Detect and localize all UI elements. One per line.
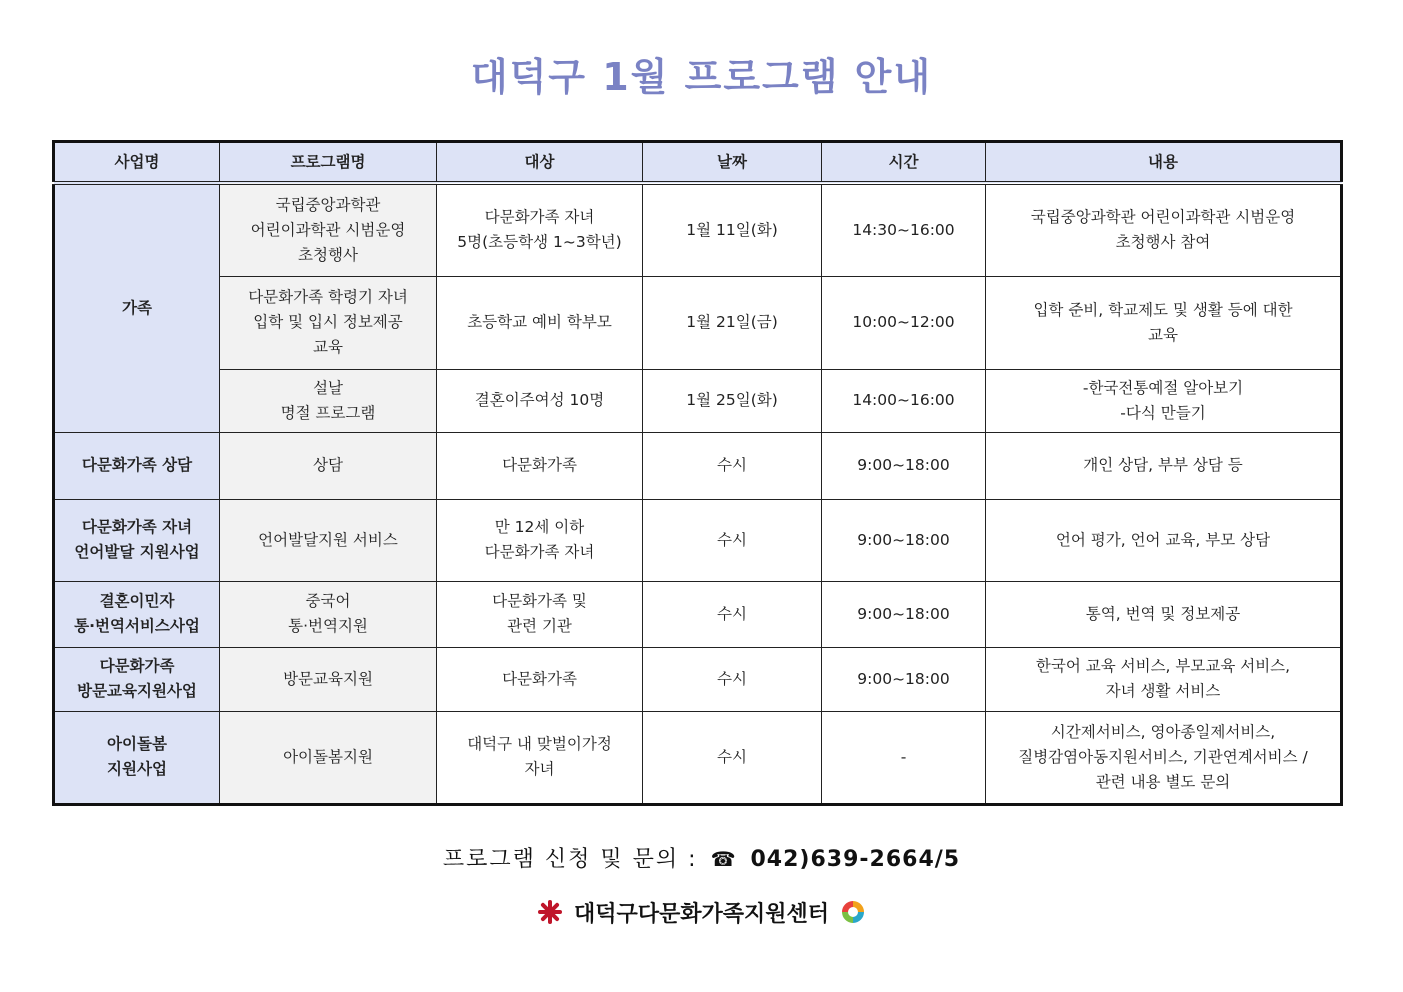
target-text: 관련 기관 — [507, 617, 572, 635]
business-name: 방문교육지원사업 — [77, 682, 197, 700]
contact-line — [0, 842, 1403, 873]
target-text: 다문화가족 및 — [492, 592, 587, 610]
table-row — [54, 499, 1342, 581]
program-cell — [220, 499, 437, 581]
header-date: 날짜 — [643, 142, 822, 184]
business-name: 아이돌봄 — [107, 735, 167, 753]
time-cell: 9:00~18:00 — [822, 499, 986, 581]
page-title: 대덕구 1월 프로그램 안내 — [470, 55, 933, 99]
content-cell — [986, 711, 1342, 804]
date-cell: 수시 — [643, 432, 822, 499]
program-cell — [220, 432, 437, 499]
content-text: 통역, 번역 및 정보제공 — [1085, 604, 1241, 623]
program-text: 초청행사 — [298, 245, 358, 264]
target-text: 다문화가족 자녀 — [484, 543, 595, 561]
program-cell — [220, 276, 437, 369]
target-text: 만 12세 이하 — [494, 518, 585, 536]
table-row — [54, 647, 1342, 711]
time-cell: - — [822, 711, 986, 804]
content-text: 시간제서비스, 영아종일제서비스, — [1050, 722, 1276, 741]
content-text: -다식 만들기 — [1120, 403, 1206, 422]
program-table — [52, 140, 1343, 806]
program-text: 다문화가족 학령기 자녀 — [248, 288, 408, 306]
target-cell — [437, 432, 643, 499]
target-cell — [437, 499, 643, 581]
target-text: 결혼이주여성 10명 — [474, 391, 605, 409]
organization-name: 대덕구다문화가족지원센터 — [573, 902, 830, 927]
program-text: 입학 및 입시 정보제공 — [253, 313, 403, 331]
business-name: 다문화가족 자녀 — [81, 518, 193, 536]
program-text: 교육 — [313, 338, 343, 356]
header-program: 프로그램명 — [220, 142, 437, 184]
content-text: 입학 준비, 학교제도 및 생활 등에 대한 — [1033, 300, 1293, 319]
header-business: 사업명 — [54, 142, 220, 184]
program-text: 국립중앙과학관 — [275, 195, 381, 214]
program-text: 언어발달지원 서비스 — [258, 530, 398, 549]
table-row — [54, 276, 1342, 369]
program-text: 어린이과학관 시범운영 — [250, 220, 406, 239]
content-text: 한국어 교육 서비스, 부모교육 서비스, — [1035, 657, 1291, 675]
business-cell — [54, 499, 220, 581]
content-text: 언어 평가, 언어 교육, 부모 상담 — [1055, 530, 1271, 549]
business-cell — [54, 183, 220, 432]
time-cell: 9:00~18:00 — [822, 432, 986, 499]
content-text: 교육 — [1148, 325, 1178, 344]
target-cell — [437, 711, 643, 804]
table-row — [54, 581, 1342, 647]
business-cell — [54, 581, 220, 647]
target-cell — [437, 647, 643, 711]
content-text: 국립중앙과학관 어린이과학관 시범운영 — [1030, 208, 1296, 227]
content-text: 자녀 생활 서비스 — [1105, 682, 1221, 700]
time-cell: 9:00~18:00 — [822, 581, 986, 647]
program-text: 중국어 — [305, 592, 351, 610]
program-cell — [220, 581, 437, 647]
program-text: 방문교육지원 — [283, 669, 373, 688]
content-cell — [986, 499, 1342, 581]
table-row — [54, 183, 1342, 276]
target-cell — [437, 276, 643, 369]
business-cell — [54, 432, 220, 499]
program-text: 상담 — [313, 456, 343, 474]
business-name: 다문화가족 상담 — [81, 456, 193, 474]
business-name: 다문화가족 — [99, 657, 175, 675]
content-cell — [986, 647, 1342, 711]
content-cell — [986, 183, 1342, 276]
program-cell — [220, 183, 437, 276]
business-cell — [54, 647, 220, 711]
date-cell: 1월 21일(금) — [643, 276, 822, 369]
date-cell: 1월 11일(화) — [643, 183, 822, 276]
contact-label: 프로그램 신청 및 문의 : — [442, 847, 698, 872]
program-cell — [220, 369, 437, 432]
phone-icon: ☎ — [710, 847, 738, 871]
circle-logo-icon — [840, 899, 866, 931]
target-cell — [437, 183, 643, 276]
content-text: 개인 상담, 부부 상담 등 — [1083, 456, 1243, 474]
target-text: 다문화가족 — [502, 669, 577, 688]
time-cell: 14:00~16:00 — [822, 369, 986, 432]
content-cell — [986, 581, 1342, 647]
table-row — [54, 711, 1342, 804]
target-text: 다문화가족 — [502, 456, 577, 474]
time-cell: 9:00~18:00 — [822, 647, 986, 711]
content-text: -한국전통예절 알아보기 — [1082, 378, 1244, 397]
target-text: 초등학교 예비 학부모 — [467, 313, 612, 331]
content-cell — [986, 369, 1342, 432]
date-cell: 수시 — [643, 647, 822, 711]
header-time: 시간 — [822, 142, 986, 184]
table-row — [54, 432, 1342, 499]
time-cell: 14:30~16:00 — [822, 183, 986, 276]
contact-number: 042)639-2664/5 — [750, 847, 961, 872]
business-name: 언어발달 지원사업 — [74, 543, 200, 561]
target-text: 5명(초등학생 1~3학년) — [457, 233, 622, 252]
target-cell — [437, 581, 643, 647]
business-name: 결혼이민자 — [99, 592, 175, 610]
business-name: 지원사업 — [107, 760, 167, 778]
header-content: 내용 — [986, 142, 1342, 184]
business-cell — [54, 711, 220, 804]
program-text: 설날 — [313, 378, 343, 397]
target-text: 대덕구 내 맞벌이가정 — [467, 735, 612, 753]
program-text: 명절 프로그램 — [280, 403, 376, 422]
program-cell — [220, 711, 437, 804]
date-cell: 수시 — [643, 499, 822, 581]
header-target: 대상 — [437, 142, 643, 184]
target-text: 자녀 — [524, 760, 555, 778]
organization-logo — [0, 897, 1403, 931]
time-cell: 10:00~12:00 — [822, 276, 986, 369]
target-text: 다문화가족 자녀 — [484, 208, 595, 227]
date-cell: 1월 25일(화) — [643, 369, 822, 432]
content-text: 초청행사 참여 — [1115, 233, 1211, 252]
flower-logo-icon — [537, 899, 563, 931]
business-name: 가족 — [122, 298, 152, 317]
date-cell: 수시 — [643, 711, 822, 804]
program-text: 아이돌봄지원 — [283, 747, 373, 766]
table-header-row — [54, 142, 1342, 184]
table-row — [54, 369, 1342, 432]
business-name: 통·번역서비스사업 — [74, 617, 200, 635]
content-cell — [986, 276, 1342, 369]
target-cell — [437, 369, 643, 432]
content-cell — [986, 432, 1342, 499]
content-text: 질병감염아동지원서비스, 기관연계서비스 / — [1018, 747, 1308, 766]
program-cell — [220, 647, 437, 711]
program-text: 통·번역지원 — [288, 617, 368, 635]
content-text: 관련 내용 별도 문의 — [1095, 772, 1231, 791]
date-cell: 수시 — [643, 581, 822, 647]
